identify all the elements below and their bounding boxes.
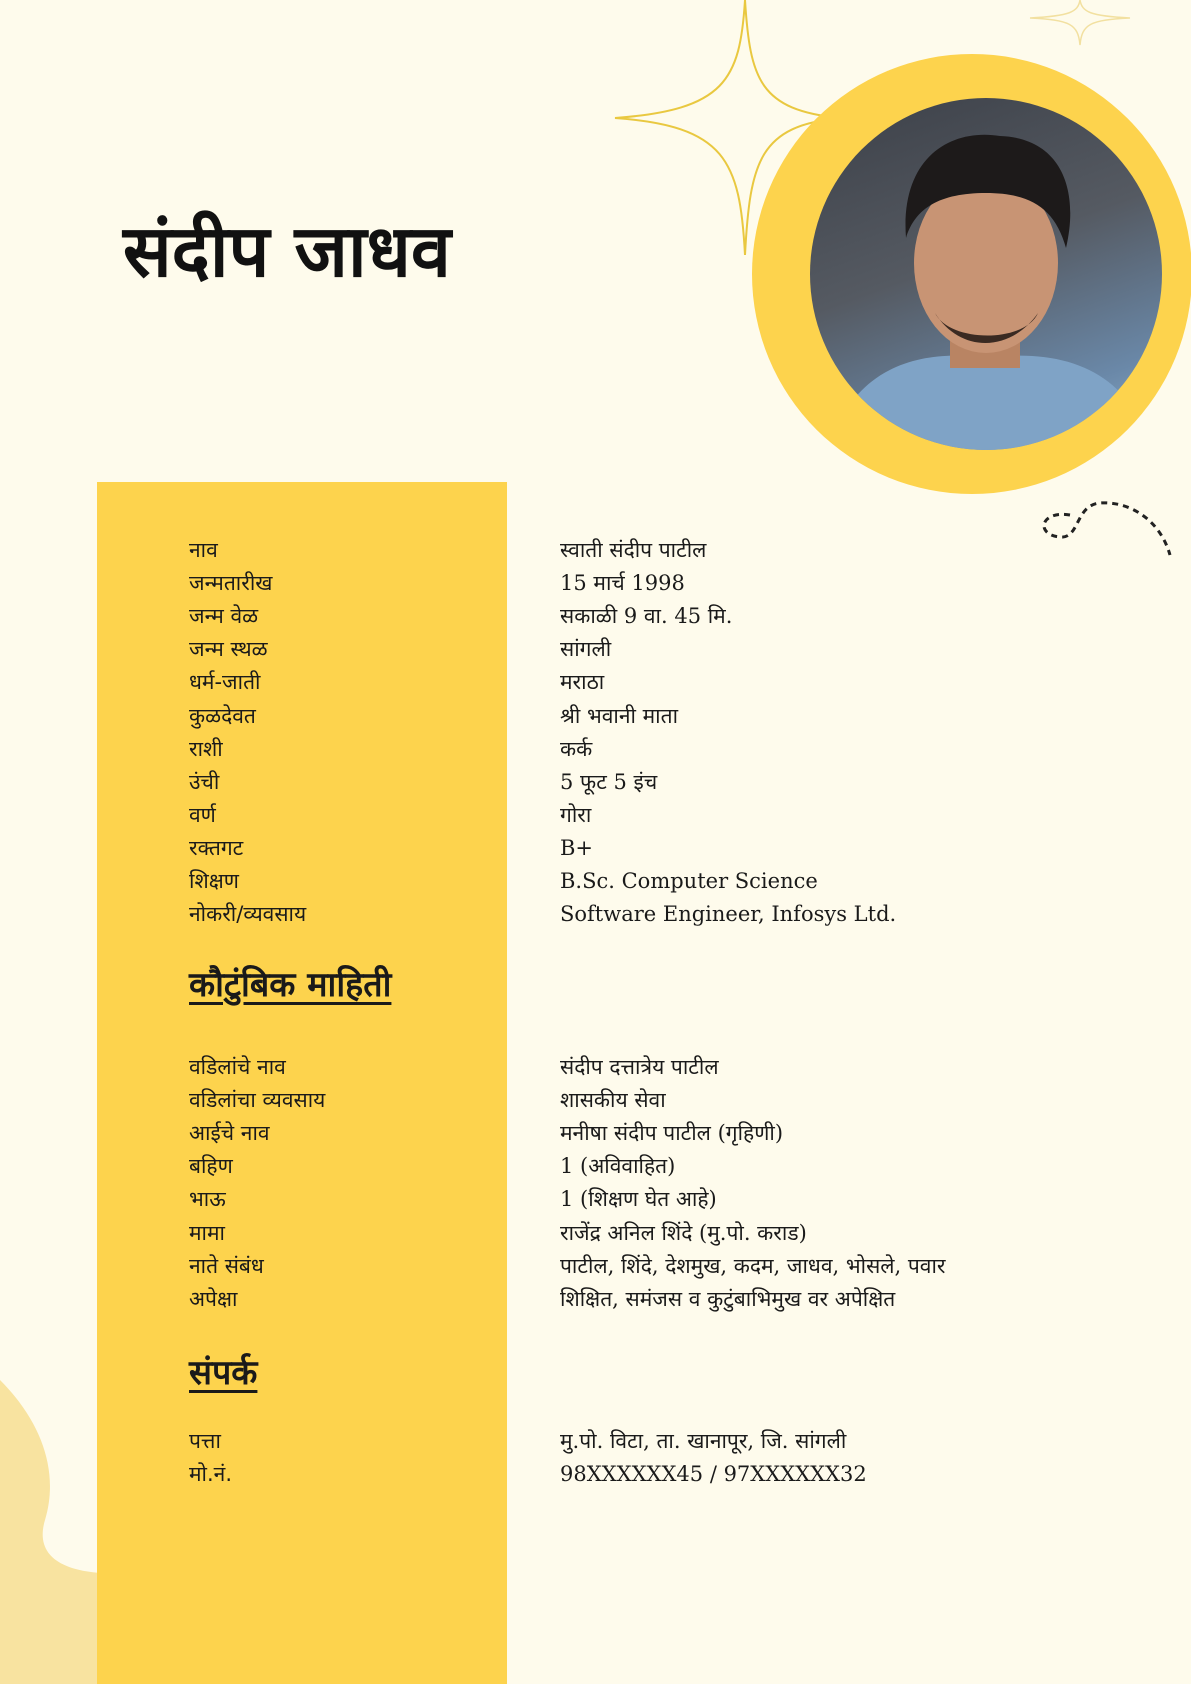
detail-value: B+ [560, 835, 594, 860]
detail-label: नाव [189, 538, 218, 562]
detail-row [0, 832, 1191, 865]
detail-value: पाटील, शिंदे, देशमुख, कदम, जाधव, भोसले, पवार [560, 1253, 946, 1278]
detail-label: भाऊ [189, 1187, 226, 1212]
detail-row [0, 633, 1191, 666]
detail-row [0, 1150, 1191, 1183]
detail-label: जन्म स्थळ [189, 637, 268, 662]
detail-value: मराठा [560, 670, 605, 695]
detail-label: नाते संबंध [189, 1253, 264, 1278]
detail-label: नोकरी/व्यवसाय [189, 902, 307, 927]
detail-value: 15 मार्च 1998 [560, 571, 685, 596]
candidate-name: संदीप जाधव [123, 209, 451, 293]
detail-label: जन्म वेळ [189, 604, 259, 629]
detail-label: वर्ण [189, 802, 216, 827]
detail-value: मनीषा संदीप पाटील (गृहिणी) [560, 1121, 784, 1146]
detail-value: श्री भवानी माता [560, 703, 679, 728]
detail-value: 1 (शिक्षण घेत आहे) [560, 1187, 717, 1212]
detail-value: सांगली [560, 637, 612, 662]
detail-label: शिक्षण [189, 869, 239, 893]
detail-value: 5 फूट 5 इंच [560, 769, 658, 794]
detail-row [0, 1425, 1191, 1458]
detail-row [0, 865, 1191, 898]
detail-row [0, 799, 1191, 832]
small-sparkle-icon [1020, 0, 1140, 50]
detail-value: स्वाती संदीप पाटील [560, 538, 707, 562]
detail-label: आईचे नाव [189, 1121, 270, 1146]
detail-value: राजेंद्र अनिल शिंदे (मु.पो. कराड) [560, 1220, 807, 1245]
detail-row [0, 1217, 1191, 1250]
detail-row [0, 534, 1191, 567]
detail-value: संदीप दत्तात्रेय पाटील [560, 1055, 719, 1079]
detail-value: 1 (अविवाहित) [560, 1154, 676, 1179]
detail-row [0, 1283, 1191, 1316]
detail-label: रक्तगट [189, 835, 244, 860]
detail-row [0, 733, 1191, 766]
detail-label: पत्ता [189, 1429, 221, 1453]
detail-row [0, 898, 1191, 931]
detail-row [0, 1084, 1191, 1117]
detail-label: उंची [189, 769, 220, 794]
detail-label: वडिलांचा व्यवसाय [189, 1088, 326, 1113]
detail-row [0, 1458, 1191, 1491]
detail-row [0, 1250, 1191, 1283]
detail-value: B.Sc. Computer Science [560, 869, 818, 893]
detail-row [0, 1117, 1191, 1150]
detail-label: राशी [189, 736, 223, 761]
detail-row [0, 600, 1191, 633]
contact-heading: संपर्क [189, 1353, 258, 1393]
detail-row [0, 766, 1191, 799]
detail-row [0, 567, 1191, 600]
family-heading: कौटुंबिक माहिती [189, 965, 392, 1005]
detail-label: जन्मतारीख [189, 571, 273, 596]
detail-label: बहिण [189, 1154, 233, 1179]
detail-label: अपेक्षा [189, 1286, 238, 1311]
detail-value: कर्क [560, 736, 593, 761]
detail-label: मामा [189, 1220, 225, 1245]
detail-value: मु.पो. विटा, ता. खानापूर, जि. सांगली [560, 1429, 847, 1453]
detail-label: मो.नं. [189, 1462, 233, 1487]
detail-row [0, 1051, 1191, 1084]
detail-value: 98XXXXXX45 / 97XXXXXX32 [560, 1462, 867, 1487]
detail-row [0, 700, 1191, 733]
detail-value: शिक्षित, समंजस व कुटुंबाभिमुख वर अपेक्षित [560, 1286, 896, 1311]
profile-photo [810, 98, 1162, 450]
detail-value: गोरा [560, 802, 592, 827]
detail-value: शासकीय सेवा [560, 1088, 666, 1113]
detail-label: वडिलांचे नाव [189, 1055, 286, 1079]
detail-label: धर्म-जाती [189, 670, 261, 695]
detail-value: Software Engineer, Infosys Ltd. [560, 902, 897, 927]
detail-label: कुळदेवत [189, 703, 256, 728]
detail-row [0, 1183, 1191, 1216]
detail-value: सकाळी 9 वा. 45 मि. [560, 604, 733, 629]
detail-row [0, 666, 1191, 699]
